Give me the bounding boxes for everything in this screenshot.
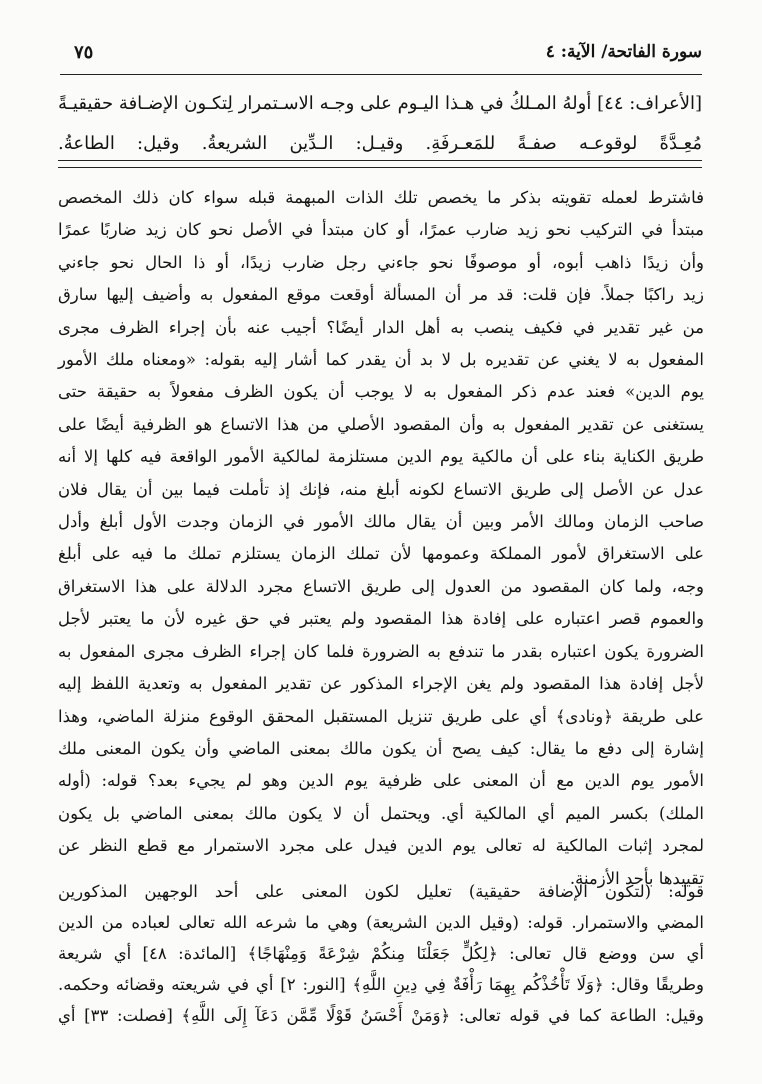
text-line: المفعول به لا يغني عن تقديره بل لا بد أن يقدر كما أشار إليه بقوله: «ومعناه ملك الأمور	[58, 350, 704, 370]
text-line: يستغنى عن تقدير المفعول به وأن المقصود الأصلي من هذا الاتساع هو الظرفية أيضًا على	[58, 414, 704, 434]
text-line: لأجل إفادة هذا المقصود ولم يغن الإجراء المذكور عن تقدير المفعول به وتعدية اللفظ إليه	[58, 674, 704, 694]
text-line: فاشترط لعمله تقويته بذكر ما يخصص تلك الذات المبهمة قبله سواء كان ذلك المخصص	[58, 188, 704, 207]
text-line: الأمور يوم الدين مع أن المعنى على ظرفية يوم الدين وهو لم يجيء بعد؟ قوله: (أوله	[58, 771, 704, 791]
text-line: عدل عن الأصل إلى طريق الاتساع لكونه أبلغ منه، فإنك إذ تأملت فيما بين أن يقال فلان	[58, 479, 704, 499]
text-line: الضرورة يكون اعتباره بقدر ما تندفع به الضرورة فلما كان إجراء الظرف مجرى المفعول به	[58, 641, 704, 661]
text-line: أي سن ووضع قال تعالى: ﴿لِكُلٍّ جَعَلْنَا مِنكُمْ شِرْعَةً وَمِنْهَاجًا﴾ [المائدة: ٤٨] أي شريعة	[58, 944, 704, 963]
text-line: يوم الدين» فعند عدم ذكر المفعول به لا يوجب أن يكون الظرف مفعولاً به حقيقة حتى	[58, 382, 704, 402]
text-line: لمجرد إثبات المالكية له تعالى يوم الدين فيدل على مجرد الاستمرار مع قطع النظر عن	[58, 836, 704, 856]
text-line: والعموم قصر اعتباره على إفادة هذا المقصود ولم يعتبر في حق غيره لأن ما يعتبر لأجل	[58, 609, 704, 629]
separator-rule	[58, 160, 702, 161]
text-line: مبتدأ في التركيب نحو زيد ضارب عمرًا، أو كان مبتدأ في الأصل نحو كان زيد ضاربًا عمرًا	[58, 220, 704, 240]
text-line: من غير تقدير في فكيف ينصب به أهل الدار أيضًا؟ أجيب عنه بأن إجراء الظرف مجرى	[58, 317, 704, 337]
text-line: صاحب الزمان ومالك الأمر وبين أن يقال مالك الأمور في الزمان وجدت الأول أبلغ وأدل	[58, 512, 704, 532]
main-text: [الأعراف: ٤٤] أولهُ المـلكُ في هـذا اليـوم على وجـه الاسـتمرار لِتكـون الإضـافة حقيقيـةً مُعِـدَّةً لوقوعـه صفـةً للمَعـرفَةِ. وقيـل: الـدِّين الشريعةُ. وقيل: الطاعةُ.	[58, 93, 702, 154]
running-header	[60, 30, 702, 75]
chapter-title: سورة الفاتحة/ الآية: ٤	[545, 42, 702, 62]
text-line: قوله: (لتكون الإضافة حقيقية) تعليل لكون المعنى على أحد الوجهين المذكورين	[58, 882, 704, 901]
commentary-block-1	[58, 182, 704, 895]
text-line: زيد راكبًا جملاً. فإن قلت: قد مر أن المسألة أوقعت موقع المفعول به وأضيف إليها سارق	[58, 285, 704, 305]
text-line: على الاستغراق لأمور المملكة وعمومها لأن تملك الزمان يستلزم تملك ما فيه على أبلغ	[58, 544, 704, 564]
text-line: تقييدها بأحد الأزمنة.	[569, 868, 704, 888]
commentary-block-2	[58, 876, 704, 1031]
text-line: وطريقًا وقال: ﴿وَلَا تَأْخُذْكُم بِهِمَا رَأْفَةٌ فِي دِينِ اللَّهِ﴾ [النور: ٢] أي في شريعته وقضائه وحكمه.	[58, 975, 704, 994]
text-line: الملك) بكسر الميم أي المالكية أي. ويحتمل أن لا يكون مالك بمعنى الماضي بل يكون	[58, 803, 704, 823]
text-line: وقيل: الطاعة كما في قوله تعالى: ﴿وَمَنْ أَحْسَنُ قَوْلًا مِّمَّن دَعَآ إِلَى اللَّهِ﴾ [فصلت: ٣٣] أي	[58, 1006, 704, 1025]
text-line: طريق الكناية بناء على أن مالكية يوم الدين مستلزمة لمالكية الأمور الواقعة فيه كلها إلا أنه	[58, 447, 704, 467]
text-line: على طريقة ﴿ونادى﴾ أي على طريق تنزيل المستقبل المحقق الوقوع منزلة الماضي، وهذا	[58, 706, 704, 726]
text-line: وجه، ولما كان المقصود من العدول إلى طريق الاتساع مجرد الدلالة على هذا الاستغراق	[58, 576, 704, 596]
text-line: وأن زيدًا ذاهب أبوه، أو موصوفًا نحو جاءني رجل ضارب زيدًا، أو ذا الحال نحو جاءني	[58, 252, 704, 272]
text-line: إشارة إلى دفع ما يقال: كيف يصح أن يكون مالك بمعنى الماضي وأن يكون المعنى ملك	[58, 738, 704, 758]
page-number: ٧٥	[74, 42, 94, 63]
text-line: المضي والاستمرار. قوله: (وقيل الدين الشريعة) وهي ما شرعه الله تعالى لعباده من الدين	[58, 913, 704, 932]
separator-rule	[58, 167, 702, 168]
